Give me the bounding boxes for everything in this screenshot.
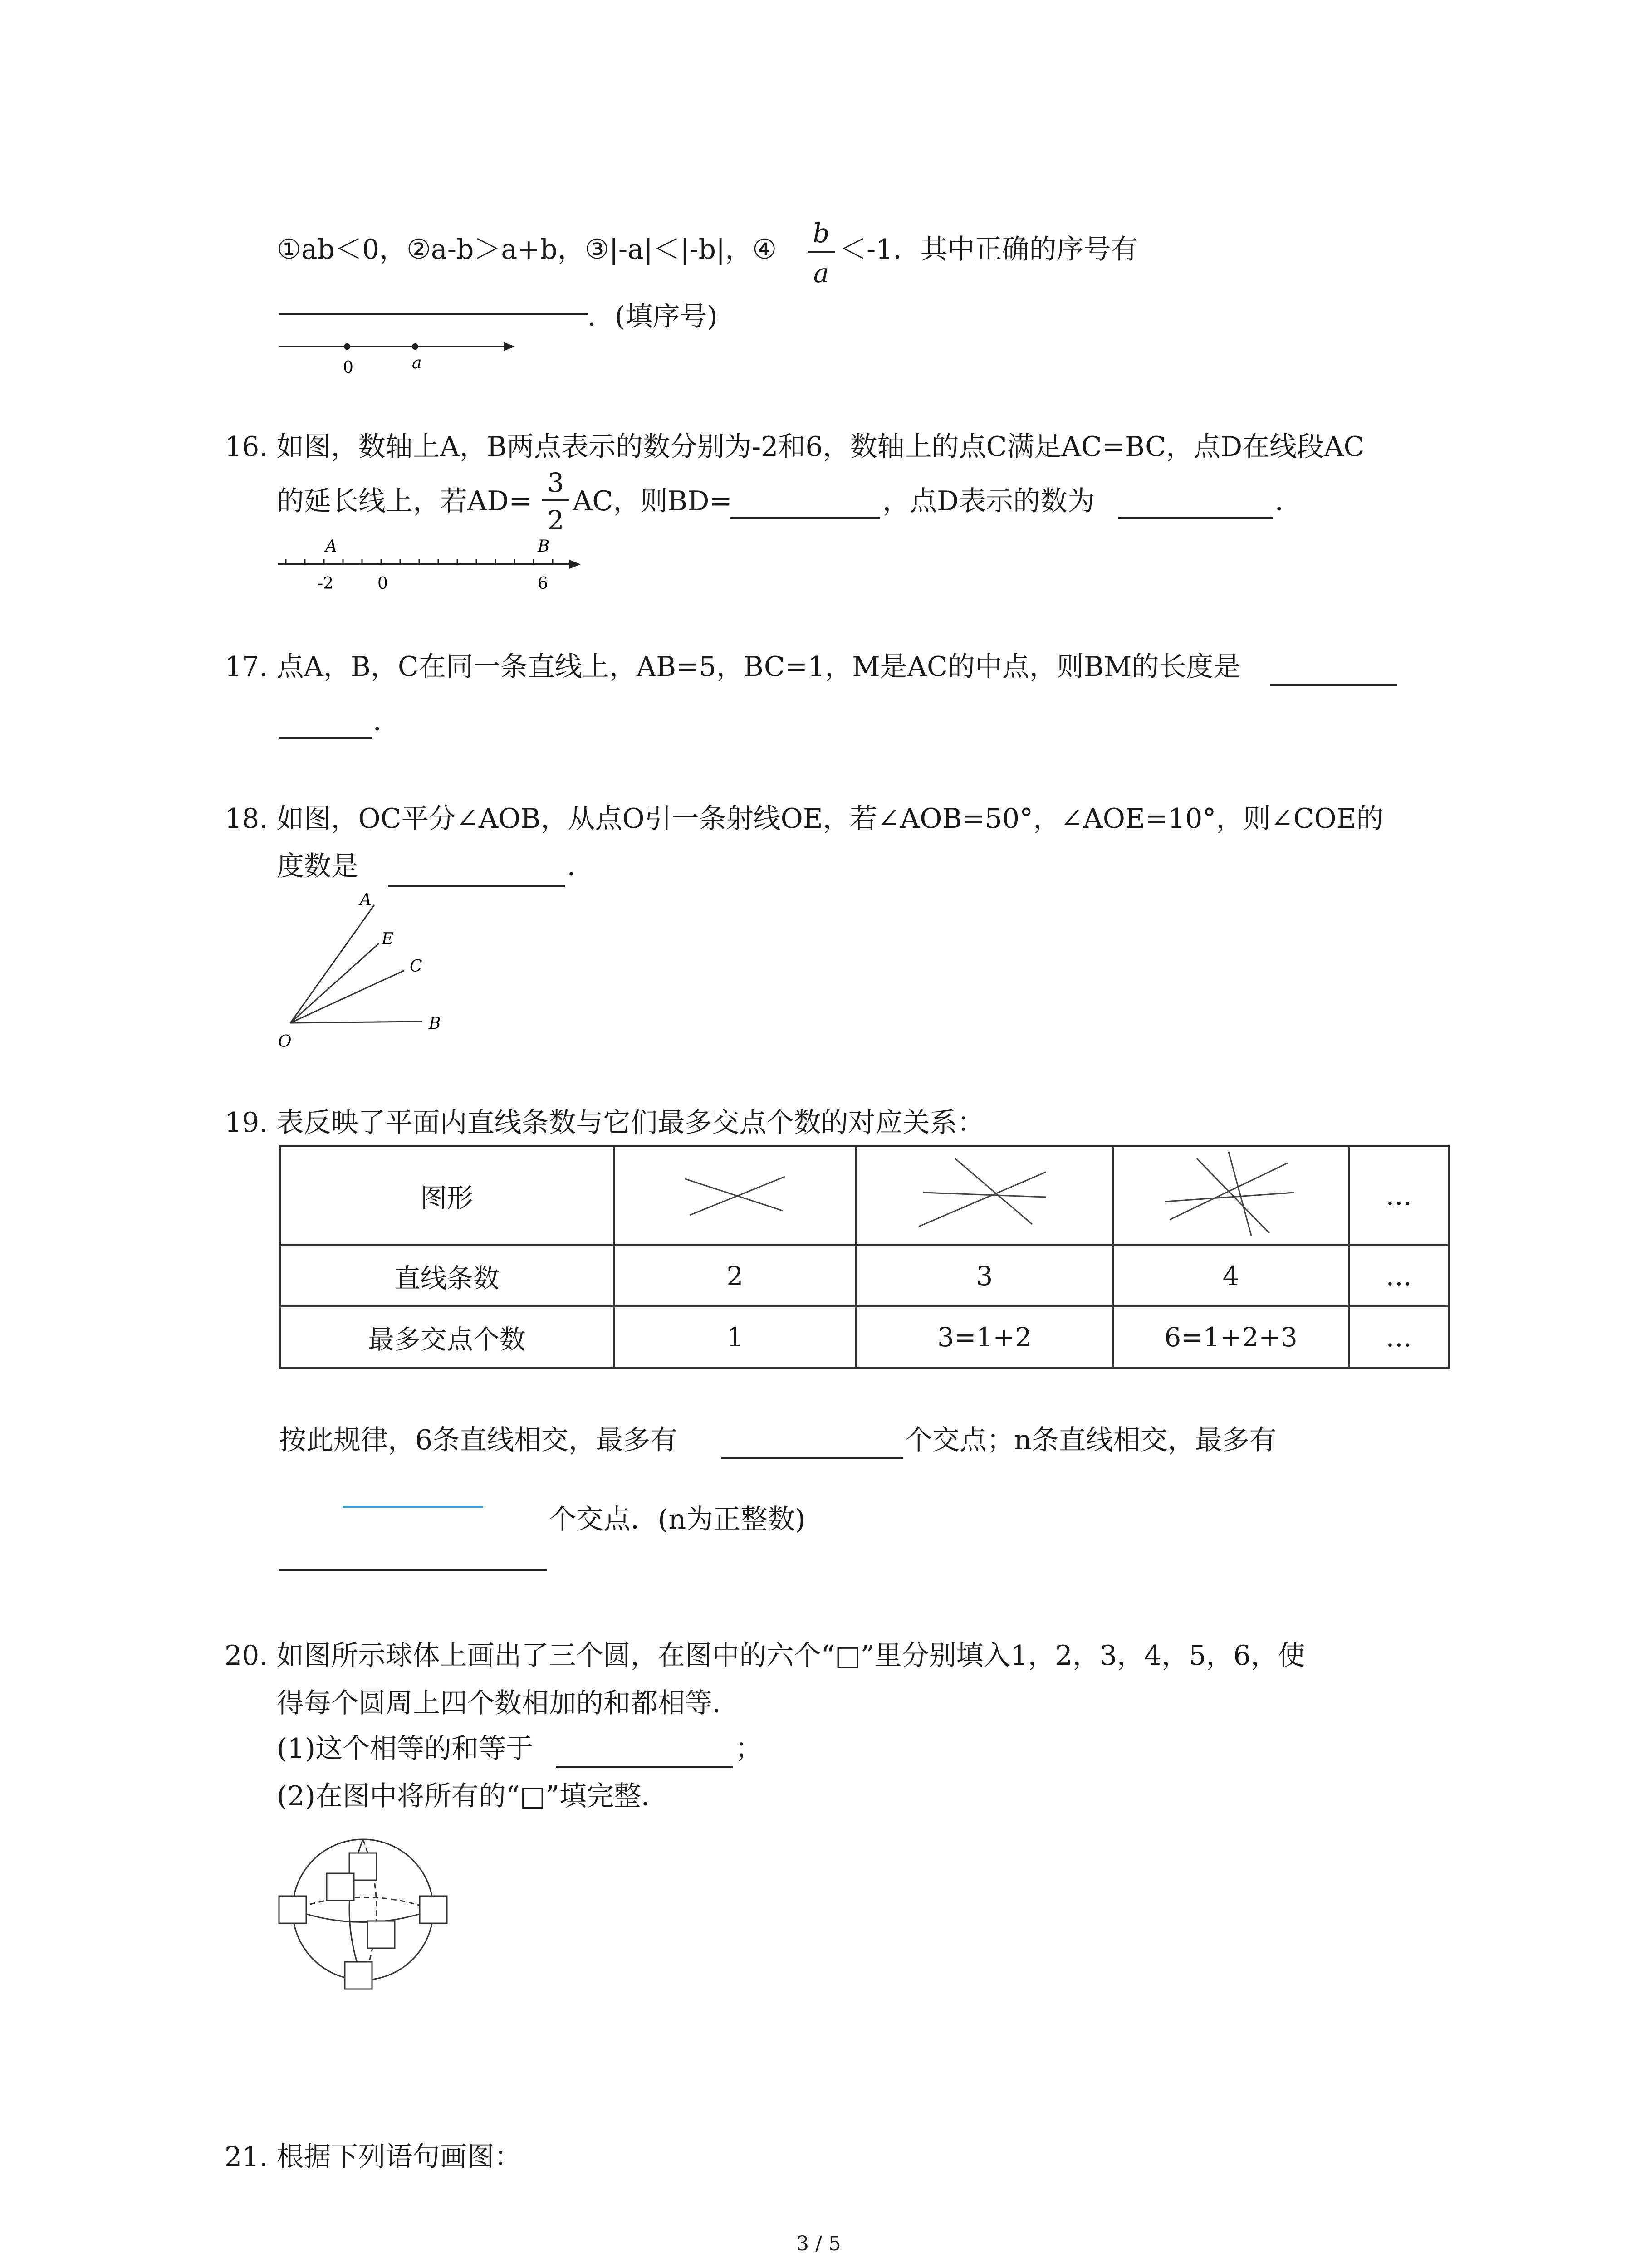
page-number: 3 / 5 bbox=[796, 2232, 841, 2255]
q15-frac-line bbox=[808, 251, 835, 253]
q16-number-line bbox=[272, 535, 590, 599]
q18-label-c: C bbox=[410, 957, 422, 976]
q20-sub2: (2)在图中将所有的“□”填完整． bbox=[277, 1780, 669, 1812]
q19-inter-ellipsis: … bbox=[1349, 1306, 1449, 1368]
q15-axis-a: a bbox=[412, 354, 422, 372]
q19-inter-3: 3=1+2 bbox=[856, 1306, 1112, 1368]
q17-blank-b[interactable] bbox=[279, 737, 372, 739]
q16-line2d: ． bbox=[1275, 485, 1302, 517]
q19-table bbox=[279, 1145, 1450, 1369]
q20-sphere-figure bbox=[272, 1828, 463, 2000]
q18-angle-figure bbox=[270, 885, 488, 1057]
q21-line1: 21. 根据下列语句画图： bbox=[225, 2141, 522, 2173]
q18-line1: 18. 如图，OC平分∠AOB，从点O引一条射线OE，若∠AOB=50°，∠AOE=10°，则∠COE的 bbox=[225, 803, 1384, 835]
q15-statement-tail: ＜-1．其中正确的序号有 bbox=[839, 234, 1138, 265]
q15-frac-den: a bbox=[813, 258, 829, 288]
q19-rule-c: 个交点．(n为正整数) bbox=[549, 1504, 806, 1535]
q19-inter-2: 1 bbox=[614, 1306, 857, 1368]
q16-line2b: AC，则BD= bbox=[573, 485, 732, 517]
q19-line1: 19. 表反映了平面内直线条数与它们最多交点个数的对应关系： bbox=[225, 1107, 985, 1139]
q15-axis-zero: 0 bbox=[343, 358, 353, 376]
q15-frac-num: b bbox=[813, 218, 830, 249]
q20-box-inner-right[interactable] bbox=[367, 1921, 395, 1948]
q16-line2c: ，点D表示的数为 bbox=[882, 485, 1095, 517]
q19-rule-a: 按此规律，6条直线相交，最多有 bbox=[279, 1424, 678, 1456]
q16-line2a: 的延长线上，若AD= bbox=[277, 485, 532, 517]
q19-rule-b: 个交点；n条直线相交，最多有 bbox=[905, 1424, 1277, 1456]
q15-number-line bbox=[277, 336, 531, 376]
q19-count-ellipsis: … bbox=[1349, 1245, 1449, 1306]
q19-blank-n-lines-entry[interactable] bbox=[343, 1506, 483, 1508]
q16-d-blank[interactable] bbox=[1118, 517, 1273, 519]
q19-blank-six-lines[interactable] bbox=[721, 1457, 903, 1459]
q18-line2: 度数是 bbox=[277, 850, 358, 882]
q16-line1: 16. 如图，数轴上A，B两点表示的数分别为-2和6，数轴上的点C满足AC=BC，点D在线段AC bbox=[225, 431, 1365, 463]
q19-count-2: 2 bbox=[614, 1245, 857, 1306]
q18-line2-end: ． bbox=[567, 850, 594, 882]
q16-point-b: B bbox=[538, 537, 550, 556]
q17-blank-a[interactable] bbox=[1270, 684, 1397, 686]
q16-bd-blank[interactable] bbox=[730, 517, 880, 519]
q19-row-label-figure: 图形 bbox=[280, 1146, 614, 1245]
q18-label-o: O bbox=[278, 1032, 292, 1051]
q16-frac-line bbox=[542, 499, 569, 501]
q20-box-left[interactable] bbox=[279, 1896, 306, 1923]
q15-answer-blank[interactable] bbox=[279, 313, 588, 315]
q19-row-label-intersections: 最多交点个数 bbox=[280, 1306, 614, 1368]
q16-tick-neg2: -2 bbox=[318, 574, 334, 593]
q15-fill-hint: ．(填序号) bbox=[588, 301, 718, 332]
q20-sum-blank[interactable] bbox=[556, 1766, 733, 1768]
q19-row-label-lines: 直线条数 bbox=[280, 1245, 614, 1306]
q19-fig-4-lines bbox=[1113, 1146, 1349, 1245]
q18-label-b: B bbox=[429, 1014, 441, 1033]
q16-point-a: A bbox=[325, 537, 337, 556]
q20-box-right[interactable] bbox=[420, 1896, 447, 1923]
q19-fig-ellipsis: … bbox=[1349, 1146, 1449, 1245]
q16-tick-0: 0 bbox=[377, 574, 388, 593]
q19-fig-2-lines bbox=[614, 1146, 857, 1245]
q16-frac-num: 3 bbox=[547, 467, 564, 498]
q20-box-inner-left[interactable] bbox=[327, 1873, 354, 1901]
q16-tick-6: 6 bbox=[538, 574, 548, 593]
q20-box-bottom[interactable] bbox=[345, 1962, 372, 1989]
q19-inter-4: 6=1+2+3 bbox=[1113, 1306, 1349, 1368]
q20-line2: 得每个圆周上四个数相加的和都相等． bbox=[277, 1687, 740, 1719]
q19-fig-3-lines bbox=[856, 1146, 1112, 1245]
q17-line1: 17. 点A，B，C在同一条直线上，AB=5，BC=1，M是AC的中点，则BM的长度是 bbox=[225, 651, 1241, 683]
q20-line1: 20. 如图所示球体上画出了三个圆，在图中的六个“□”里分别填入1，2，3，4，5，6，使 bbox=[225, 1640, 1305, 1672]
q18-label-e: E bbox=[382, 930, 394, 948]
q17-line2: ． bbox=[373, 705, 400, 737]
q20-sub1: (1)这个相等的和等于 bbox=[277, 1733, 533, 1765]
q19-count-3: 3 bbox=[856, 1245, 1112, 1306]
q19-blank-n-lines[interactable] bbox=[279, 1569, 547, 1571]
q20-sub1-end: ； bbox=[735, 1733, 762, 1765]
q18-label-a: A bbox=[360, 890, 372, 909]
q19-count-4: 4 bbox=[1113, 1245, 1349, 1306]
q16-frac-den: 2 bbox=[547, 505, 564, 536]
q15-statement: ①ab＜0，②a-b＞a+b，③|-a|＜|-b|，④ bbox=[277, 234, 777, 265]
